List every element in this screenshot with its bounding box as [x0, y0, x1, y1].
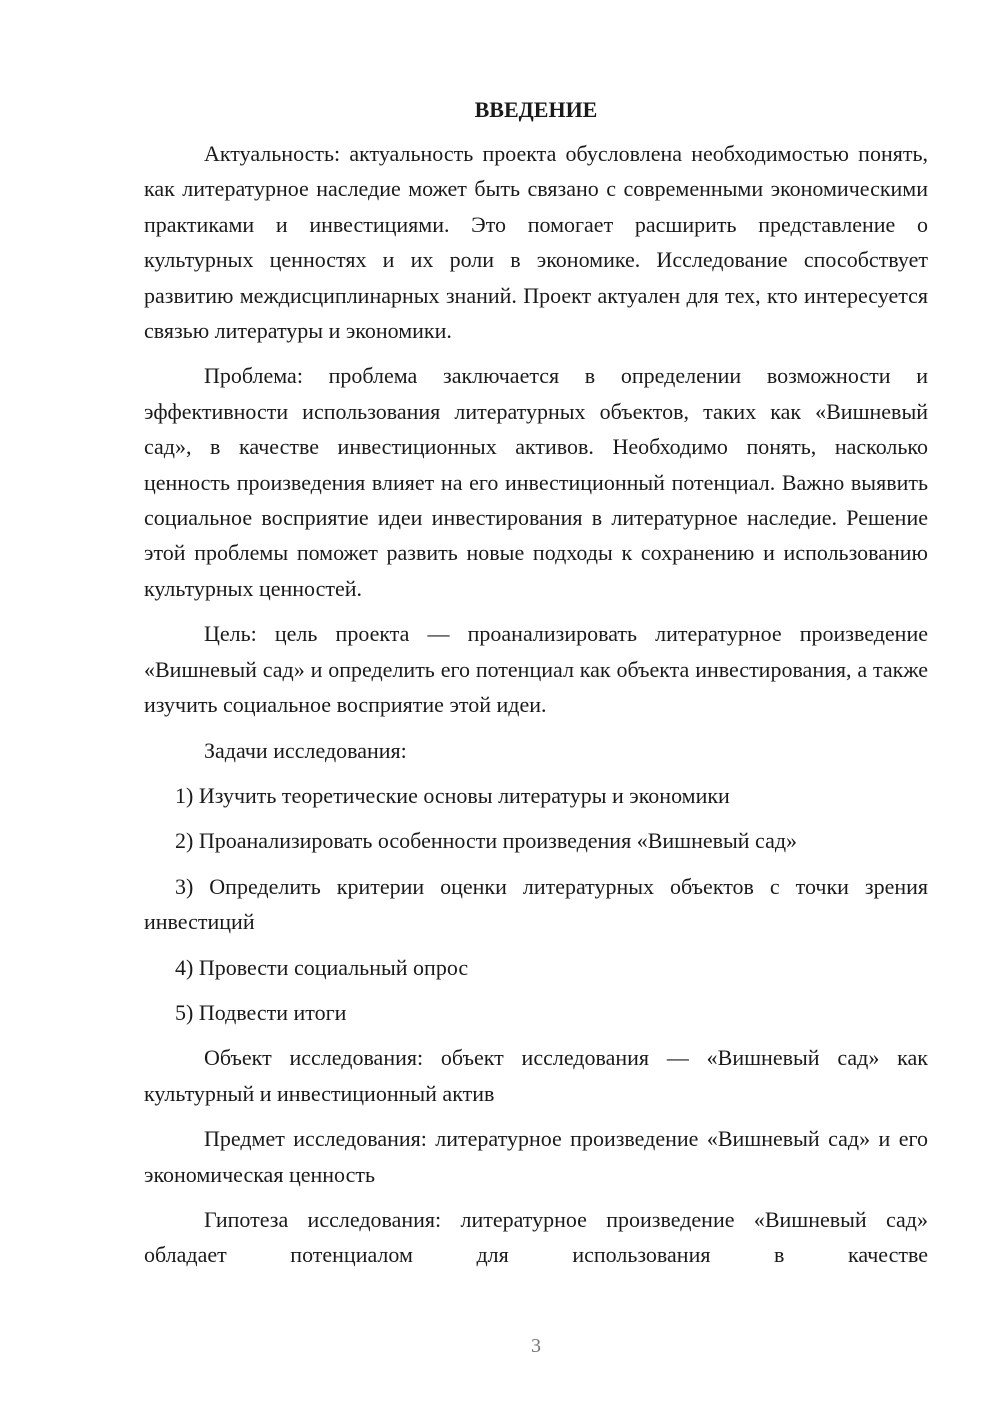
paragraph-object: Объект исследования: объект исследования — «Вишневый сад» как культурный и инвестиционный актив	[144, 1045, 928, 1106]
task-item-1: 1) Изучить теоретические основы литературы и экономики	[175, 782, 730, 808]
paragraph-goal: Цель: цель проекта — проанализировать литературное произведение «Вишневый сад» и определить его потенциал как объекта инвестирования, а также изучить социальное восприятие этой идеи.	[144, 621, 928, 718]
paragraph-tasks-intro: Задачи исследования:	[204, 737, 407, 763]
document-body	[144, 94, 928, 1273]
task-item-2: 2) Проанализировать особенности произведения «Вишневый сад»	[175, 828, 798, 854]
section-heading: ВВЕДЕНИЕ	[474, 97, 598, 122]
paragraph-problem: Проблема: проблема заключается в определении возможности и эффективности использования литературных объектов, таких как «Вишневый сад», в качестве инвестиционных активов. Необходимо понять, насколько ценность произведения влияет на его инвестиционный потенциал. Важно выявить социальное восприятие идеи инвестирования в литературное наследие. Решение этой проблемы поможет развить новые подходы к сохранению и использованию культурных ценностей.	[144, 363, 928, 601]
paragraph-relevance: Актуальность: актуальность проекта обусловлена необходимостью понять, как литературное наследие может быть связано с современными экономическими практиками и инвестициями. Это помогает расширить представление о культурных ценностях и их роли в экономике. Исследование способствует развитию междисциплинарных знаний. Проект актуален для тех, кто интересуется связью литературы и экономики.	[144, 141, 928, 344]
task-item-4: 4) Провести социальный опрос	[175, 954, 469, 980]
task-item-3: 3) Определить критерии оценки литературных объектов с точки зрения инвестиций	[144, 873, 928, 935]
paragraph-hypothesis: Гипотеза исследования: литературное произведение «Вишневый сад» обладает потенциалом для использования в качестве	[144, 1206, 928, 1268]
paragraph-subject: Предмет исследования: литературное произведение «Вишневый сад» и его экономическая ценность	[144, 1126, 928, 1187]
page-number: 3	[531, 1335, 541, 1357]
task-item-5: 5) Подвести итоги	[175, 999, 347, 1025]
